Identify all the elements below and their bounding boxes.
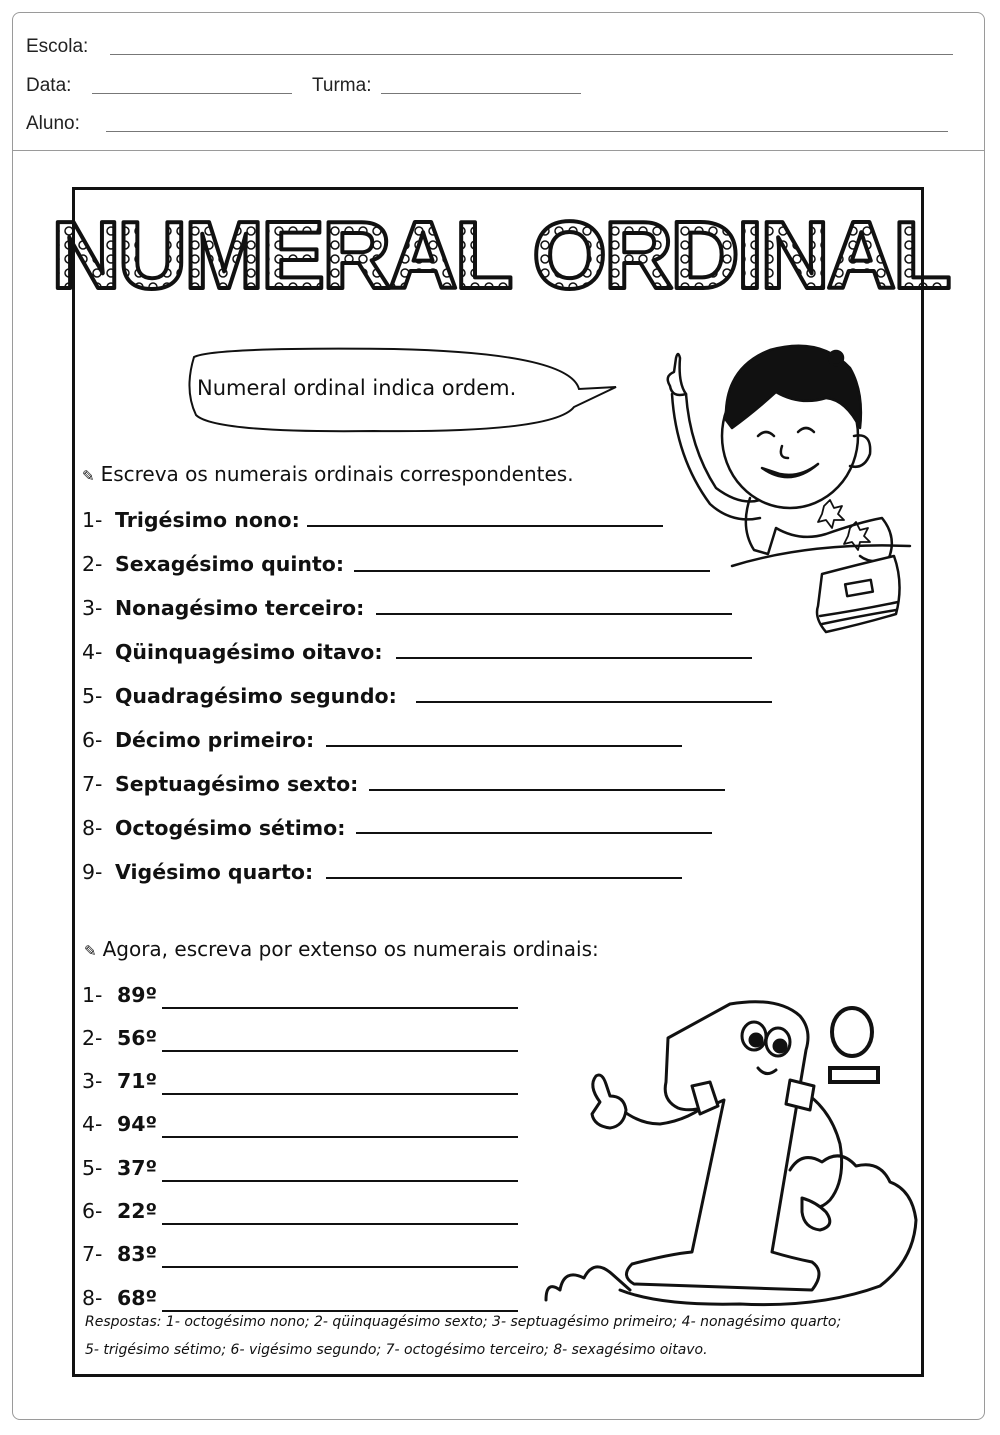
instruction-1 (82, 462, 574, 486)
answer-line[interactable] (162, 1007, 518, 1009)
ordinal-value: 22º (117, 1199, 158, 1223)
question-number: 4- (82, 640, 103, 664)
question-text: Quadragésimo segundo: (115, 684, 397, 708)
ordinal-value: 94º (117, 1112, 158, 1136)
question-text: Qüinquagésimo oitavo: (115, 640, 383, 664)
instruction-2 (84, 937, 599, 961)
answer-line-5[interactable] (416, 701, 772, 703)
question-number: 2- (82, 1026, 103, 1050)
ordinal-value: 71º (117, 1069, 158, 1093)
answer-line[interactable] (162, 1180, 518, 1182)
instruction-2-text: Agora, escreva por extenso os numerais ordinais: (102, 937, 599, 961)
ordinal-value: 56º (117, 1026, 158, 1050)
question-number: 7- (82, 772, 103, 796)
answer-line-1[interactable] (307, 525, 663, 527)
worksheet-title-text: NUMERAL ORDINAL (51, 202, 949, 309)
escola-field[interactable] (110, 54, 953, 55)
ordinal-value: 89º (117, 983, 158, 1007)
answer-line-9[interactable] (326, 877, 682, 879)
answer-key-line-2: 5- trigésimo sétimo; 6- vigésimo segundo; 7- octogésimo terceiro; 8- sexagésimo oitavo. (85, 1342, 708, 1358)
question-text: Trigésimo nono: (115, 508, 300, 532)
question-number: 5- (82, 684, 103, 708)
question-number: 6- (82, 728, 103, 752)
question-text: Sexagésimo quinto: (115, 552, 345, 576)
question-number: 2- (82, 552, 103, 576)
pencil-icon: ✎ (84, 942, 97, 960)
question-number: 7- (82, 1242, 103, 1266)
question-text: Septuagésimo sexto: (115, 772, 359, 796)
bubble-text: Numeral ordinal indica ordem. (197, 376, 517, 400)
question-number: 3- (82, 1069, 103, 1093)
question-number: 1- (82, 508, 103, 532)
turma-label: Turma: (312, 75, 372, 96)
question-text: Vigésimo quarto: (115, 860, 314, 884)
question-number: 8- (82, 1286, 103, 1310)
question-number: 9- (82, 860, 103, 884)
aluno-label: Aluno: (26, 113, 80, 134)
data-label: Data: (26, 75, 72, 96)
ordinal-value: 68º (117, 1286, 158, 1310)
question-number: 1- (82, 983, 103, 1007)
answer-line-6[interactable] (326, 745, 682, 747)
number-one-mascot (540, 990, 920, 1310)
escola-label: Escola: (26, 36, 89, 57)
turma-field[interactable] (381, 93, 581, 94)
question-text: Nonagésimo terceiro: (115, 596, 365, 620)
answer-line-8[interactable] (356, 832, 712, 834)
question-number: 3- (82, 596, 103, 620)
answer-line-4[interactable] (396, 657, 752, 659)
question-number: 6- (82, 1199, 103, 1223)
question-number: 4- (82, 1112, 103, 1136)
header-divider (12, 150, 985, 151)
answer-line[interactable] (162, 1136, 518, 1138)
aluno-field[interactable] (106, 131, 948, 132)
worksheet-title (51, 196, 949, 309)
instruction-1-text: Escreva os numerais ordinais correspondentes. (100, 462, 574, 486)
question-number: 5- (82, 1156, 103, 1180)
answer-line[interactable] (162, 1223, 518, 1225)
question-text: Octogésimo sétimo: (115, 816, 346, 840)
answer-line[interactable] (162, 1310, 518, 1312)
data-field[interactable] (92, 93, 292, 94)
answer-line[interactable] (162, 1050, 518, 1052)
answer-line-7[interactable] (369, 789, 725, 791)
boy-illustration (650, 328, 912, 638)
answer-key-line-1: Respostas: 1- octogésimo nono; 2- qüinquagésimo sexto; 3- septuagésimo primeiro; 4- nonagésimo quarto; (85, 1314, 842, 1330)
answer-line[interactable] (162, 1266, 518, 1268)
answer-line[interactable] (162, 1093, 518, 1095)
pencil-icon: ✎ (82, 467, 95, 485)
question-text: Décimo primeiro: (115, 728, 315, 752)
ordinal-value: 83º (117, 1242, 158, 1266)
question-number: 8- (82, 816, 103, 840)
ordinal-value: 37º (117, 1156, 158, 1180)
